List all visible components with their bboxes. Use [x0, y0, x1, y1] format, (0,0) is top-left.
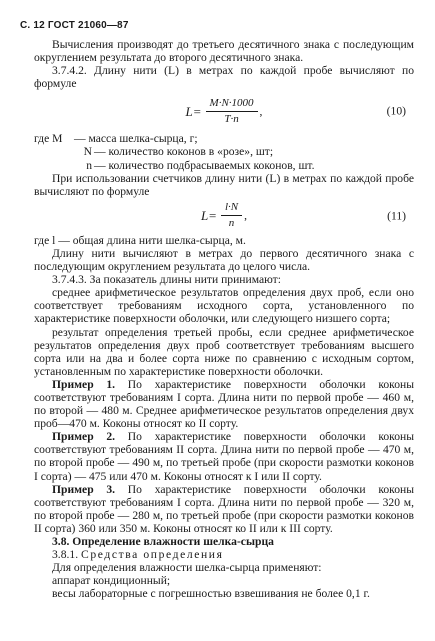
formula-lhs: L=	[185, 103, 202, 119]
definition-text: — масса шелка-сырца, г;	[74, 132, 198, 146]
definition-row	[34, 145, 414, 158]
example-label: Пример 1.	[52, 377, 116, 391]
definition-row	[34, 132, 414, 145]
example-3	[34, 483, 414, 535]
section-3-8-title: 3.8. Определение влажности шелка-сырца	[52, 535, 274, 548]
formula-comma: ,	[259, 104, 263, 118]
example-1	[34, 378, 414, 430]
section-3-8-1-title	[34, 548, 414, 561]
paragraph: При использовании счетчиков длину нити (L) в метрах по каждой пробе вычисляют по формуле	[34, 171, 414, 198]
definition-row	[34, 159, 414, 172]
page-header: С. 12 ГОСТ 21060—87	[20, 20, 129, 31]
paragraph: Вычисления производят до третьего десятичного знака с последующим округлением результата до второго десятичного знака.	[34, 38, 414, 65]
definitions-10	[34, 132, 414, 171]
formula-11	[34, 198, 414, 234]
clause-3-7-4-3: 3.7.4.3. За показатель длины нити принимают:	[52, 273, 281, 287]
formula-number: (11)	[387, 209, 406, 223]
section-title: Средства определения	[81, 548, 224, 562]
formula-comma: ,	[244, 209, 248, 223]
list-item: весы лабораторные с погрешностью взвешивания не более 0,1 г.	[52, 587, 370, 601]
numerator: l·N	[221, 201, 242, 216]
definition-text: — количество коконов в «розе», шт;	[94, 145, 274, 159]
definition-text: — количество подбрасываемых коконов, шт.	[94, 158, 315, 172]
page-content	[34, 38, 414, 600]
paragraph: Длину нити вычисляют в метрах до первого десятичного знака с последующим округлением результата до целого числа.	[34, 246, 414, 274]
definition-11: где l — общая длина нити шелка-сырца, м.	[34, 233, 246, 247]
denominator: n	[228, 217, 235, 230]
example-2	[34, 430, 414, 482]
section-number: 3.8.1.	[52, 548, 79, 562]
definition-symbol: n	[86, 158, 92, 172]
fraction	[221, 201, 242, 230]
fraction	[206, 97, 258, 126]
clause-3-7-4-2: 3.7.4.2. Длину нити (L) в метрах по каждой пробе вычисляют по формуле	[34, 64, 414, 91]
denominator: T·n	[224, 112, 239, 125]
formula-lhs: L=	[200, 208, 217, 224]
definition-symbol: где M	[34, 132, 63, 146]
formula-number: (10)	[386, 104, 406, 118]
paragraph: Для определения влажности шелка-сырца применяют:	[52, 561, 322, 575]
example-text: По характеристике поверхности оболочки коконы соответствуют требованиям I сорта. Длина нити по первой пробе — 460 м, по второй — 480 м. Среднее арифметическое результатов определения двух проб—470 м. Коконы относят ко II сорту.	[34, 377, 415, 431]
numerator: M·N·1000	[206, 97, 258, 112]
example-label: Пример 2.	[52, 430, 116, 444]
definition-symbol: N	[83, 145, 92, 159]
example-text: По характеристике поверхности оболочки коконы соответствуют требованиям I сорта. Длина нити по первой пробе — 320 м, по второй пробе — 280 м, по третьей пробе (при скорости размотки коконов II сорта) 360 или 350 м. Коконы относят ко II или к III сорту.	[34, 482, 415, 535]
list-item: аппарат кондиционный;	[52, 574, 171, 588]
formula-10	[34, 90, 414, 132]
paragraph: среднее арифметическое результатов определения двух проб, если оно соответствует требованиям исходного сорта, установленного по характеристике поверхности оболочки, или следующего низшего сорта;	[34, 286, 414, 326]
paragraph: результат определения третьей пробы, если среднее арифметическое результатов определения двух проб соответствует требованиям высшего сорта или на два и более сорта ниже по сравнению с исходным сортом, установленным по характеристике поверхности оболочки.	[34, 325, 414, 378]
example-label: Пример 3.	[52, 482, 116, 496]
example-text: По характеристике поверхности оболочки коконы соответствуют требованиям II сорта. Длина нити по первой пробе — 470 м, по второй пробе — 490 м, по третьей пробе (при скорости размотки коконов I сорта) — 475 или 470 м. Коконы относят к I или II сорту.	[34, 430, 415, 483]
